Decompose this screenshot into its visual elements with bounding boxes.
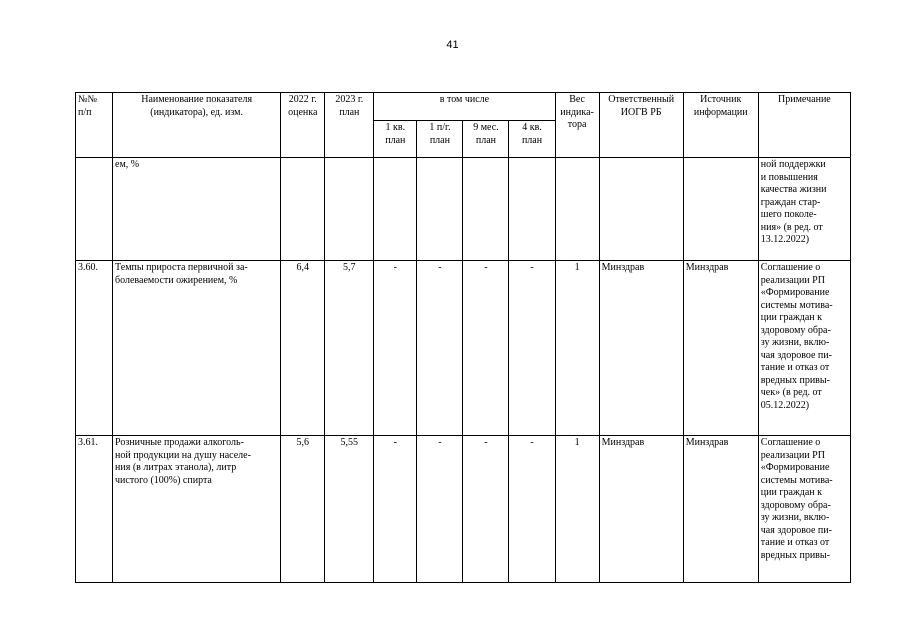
- cell-h1: -: [417, 436, 463, 583]
- col-header-weight: Вес индика- тора: [555, 93, 599, 158]
- cell-2023: [325, 158, 374, 261]
- cell-q4: -: [509, 436, 555, 583]
- cell-weight: 1: [555, 436, 599, 583]
- col-header-including: в том числе: [374, 93, 555, 121]
- cell-note: Соглашение о реализации РП «Формирование системы мотива- ции граждан к здоровому обра- зу жизни, вклю- чая здоровое пи- тание и отказ от вредных привы- чек» (в ред. от 05.12.2022): [758, 261, 850, 436]
- header-row-top: [76, 93, 851, 121]
- col-header-2022: 2022 г. оценка: [281, 93, 325, 158]
- cell-name: Темпы прироста первичной за- болеваемости ожирением, %: [113, 261, 281, 436]
- cell-9m: -: [463, 261, 509, 436]
- table-row: [76, 158, 851, 261]
- col-header-9m: 9 мес. план: [463, 121, 509, 158]
- cell-responsible: Минздрав: [599, 436, 683, 583]
- cell-2023: 5,55: [325, 436, 374, 583]
- cell-q1: [374, 158, 417, 261]
- page-number: 41: [446, 39, 459, 51]
- cell-q4: -: [509, 261, 555, 436]
- col-header-name: Наименование показателя (индикатора), ед. изм.: [113, 93, 281, 158]
- cell-source: Минздрав: [683, 261, 758, 436]
- cell-q4: [509, 158, 555, 261]
- cell-h1: [417, 158, 463, 261]
- cell-2022: [281, 158, 325, 261]
- cell-num: [76, 158, 113, 261]
- cell-num: 3.60.: [76, 261, 113, 436]
- cell-2023: 5,7: [325, 261, 374, 436]
- col-header-num: №№ п/п: [76, 93, 113, 158]
- cell-h1: -: [417, 261, 463, 436]
- cell-source: Минздрав: [683, 436, 758, 583]
- cell-2022: 6,4: [281, 261, 325, 436]
- cell-2022: 5,6: [281, 436, 325, 583]
- table-row: [76, 436, 851, 583]
- cell-note: ной поддержки и повышения качества жизни граждан стар- шего поколе- ния» (в ред. от 13.12.2022): [758, 158, 850, 261]
- cell-note: Соглашение о реализации РП «Формирование системы мотива- ции граждан к здоровому обра- зу жизни, вклю- чая здоровое пи- тание и отказ от вредных привы-: [758, 436, 850, 583]
- col-header-h1: 1 п/г. план: [417, 121, 463, 158]
- cell-num: 3.61.: [76, 436, 113, 583]
- col-header-q1: 1 кв. план: [374, 121, 417, 158]
- cell-source: [683, 158, 758, 261]
- col-header-source: Источник информации: [683, 93, 758, 158]
- col-header-q4: 4 кв. план: [509, 121, 555, 158]
- cell-weight: [555, 158, 599, 261]
- indicators-table: [75, 92, 851, 583]
- cell-name: ем, %: [113, 158, 281, 261]
- cell-name: Розничные продажи алкоголь- ной продукции на душу населе- ния (в литрах этанола), литр чистого (100%) спирта: [113, 436, 281, 583]
- cell-9m: -: [463, 436, 509, 583]
- cell-q1: -: [374, 436, 417, 583]
- cell-q1: -: [374, 261, 417, 436]
- cell-weight: 1: [555, 261, 599, 436]
- col-header-note: Примечание: [758, 93, 850, 158]
- cell-responsible: Минздрав: [599, 261, 683, 436]
- cell-responsible: [599, 158, 683, 261]
- col-header-responsible: Ответственный ИОГВ РБ: [599, 93, 683, 158]
- table-row: [76, 261, 851, 436]
- col-header-2023: 2023 г. план: [325, 93, 374, 158]
- cell-9m: [463, 158, 509, 261]
